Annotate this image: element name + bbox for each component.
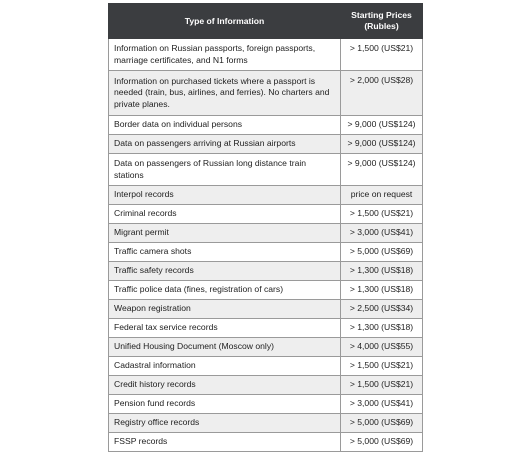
type-cell: Criminal records <box>109 205 341 224</box>
type-cell: Border data on individual persons <box>109 116 341 135</box>
price-cell: > 1,500 (US$21) <box>341 39 423 71</box>
table-row <box>109 319 423 338</box>
type-cell: Traffic police data (fines, registration of cars) <box>109 281 341 300</box>
type-cell: Migrant permit <box>109 224 341 243</box>
table-row <box>109 154 423 186</box>
table-row <box>109 186 423 205</box>
price-cell: > 2,000 (US$28) <box>341 71 423 116</box>
price-cell: > 5,000 (US$69) <box>341 243 423 262</box>
type-cell: Traffic camera shots <box>109 243 341 262</box>
header-price-line2: (Rubles) <box>364 21 399 31</box>
table-row <box>109 262 423 281</box>
type-cell: Unified Housing Document (Moscow only) <box>109 338 341 357</box>
table-header <box>109 4 423 39</box>
price-cell: > 5,000 (US$69) <box>341 433 423 452</box>
table-row <box>109 433 423 452</box>
table-row <box>109 224 423 243</box>
table-row <box>109 395 423 414</box>
header-starting-prices <box>341 4 423 39</box>
type-cell: Cadastral information <box>109 357 341 376</box>
type-cell: Information on purchased tickets where a passport is needed (train, bus, airlines, and ferries). No charters and private planes. <box>109 71 341 116</box>
price-cell: > 1,300 (US$18) <box>341 319 423 338</box>
table-row <box>109 300 423 319</box>
price-cell: > 1,300 (US$18) <box>341 281 423 300</box>
price-cell: > 3,000 (US$41) <box>341 395 423 414</box>
type-cell: Data on passengers of Russian long distance train stations <box>109 154 341 186</box>
price-cell: > 9,000 (US$124) <box>341 135 423 154</box>
price-cell: > 2,500 (US$34) <box>341 300 423 319</box>
price-table-container <box>108 3 422 452</box>
table-row <box>109 376 423 395</box>
table-row <box>109 71 423 116</box>
table-row <box>109 135 423 154</box>
header-price-line1: Starting Prices <box>351 10 412 20</box>
header-type-of-information: Type of Information <box>109 4 341 39</box>
price-cell: > 3,000 (US$41) <box>341 224 423 243</box>
type-cell: Interpol records <box>109 186 341 205</box>
type-cell: Credit history records <box>109 376 341 395</box>
price-cell: > 1,500 (US$21) <box>341 205 423 224</box>
table-row <box>109 338 423 357</box>
table-row <box>109 281 423 300</box>
table-row <box>109 205 423 224</box>
price-cell: > 9,000 (US$124) <box>341 116 423 135</box>
table-row <box>109 357 423 376</box>
table-row <box>109 243 423 262</box>
type-cell: Traffic safety records <box>109 262 341 281</box>
price-cell: > 1,300 (US$18) <box>341 262 423 281</box>
type-cell: Federal tax service records <box>109 319 341 338</box>
type-cell: Data on passengers arriving at Russian airports <box>109 135 341 154</box>
price-cell: > 4,000 (US$55) <box>341 338 423 357</box>
type-cell: Weapon registration <box>109 300 341 319</box>
table-row <box>109 39 423 71</box>
table-row <box>109 414 423 433</box>
header-row <box>109 4 423 39</box>
price-cell: price on request <box>341 186 423 205</box>
price-cell: > 1,500 (US$21) <box>341 376 423 395</box>
type-cell: Registry office records <box>109 414 341 433</box>
table-body <box>109 39 423 452</box>
price-cell: > 9,000 (US$124) <box>341 154 423 186</box>
table-row <box>109 116 423 135</box>
price-cell: > 1,500 (US$21) <box>341 357 423 376</box>
type-cell: FSSP records <box>109 433 341 452</box>
price-cell: > 5,000 (US$69) <box>341 414 423 433</box>
price-table <box>108 3 423 452</box>
type-cell: Information on Russian passports, foreign passports, marriage certificates, and N1 forms <box>109 39 341 71</box>
type-cell: Pension fund records <box>109 395 341 414</box>
